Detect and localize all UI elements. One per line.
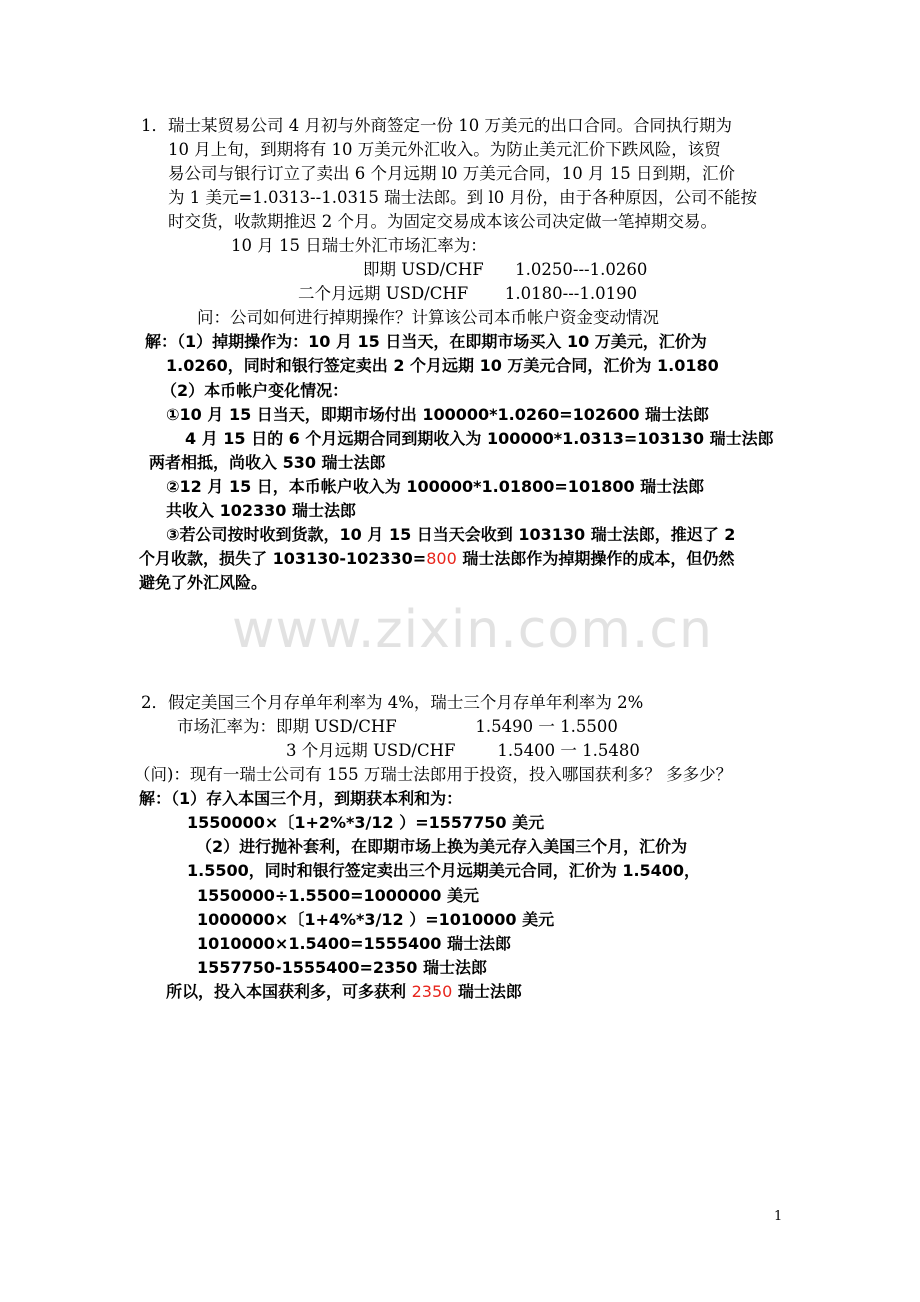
q1-answer-line-8: 共收入 102330 瑞士法郎 (166, 501, 356, 520)
q1-answer-text: 个月收款，损失了 103130-102330= (139, 549, 427, 568)
q1-answer-line-3: （2）本币帐户变化情况： (161, 381, 349, 400)
q1-spot-rate: 即期 USD/CHF 1.0250---1.0260 (363, 260, 648, 279)
q2-answer-line-4: 1.5500，同时和银行签定卖出三个月远期美元合同，汇价为 1.5400， (187, 861, 701, 880)
q1-rate-heading: 10 月 15 日瑞士外汇市场汇率为： (231, 236, 487, 255)
q1-answer-line-10 (139, 547, 734, 571)
q1-forward-rate: 二个月远期 USD/CHF 1.0180---1.0190 (298, 284, 638, 303)
q1-answer-line-2: 1.0260，同时和银行签定卖出 2 个月远期 10 万美元合同，汇价为 1.0180 (166, 356, 719, 375)
q2-answer-line-1: 解：（1）存入本国三个月，到期获本利和为： (139, 789, 463, 808)
q2-profit-highlight: 2350 (411, 982, 453, 1001)
q1-line-2: 10 月上旬，到期将有 10 万美元外汇收入。为防止美元汇价下跌风险，该贸 (168, 140, 721, 159)
q1-line-3: 易公司与银行订立了卖出 6 个月远期 l0 万美元合同，10 月 15 日到期，汇价 (168, 164, 735, 183)
q2-conclusion (166, 980, 522, 1004)
q2-answer-line-8: 1557750-1555400=2350 瑞士法郎 (197, 958, 488, 977)
q2-answer-line-5: 1550000÷1.5500=1000000 美元 (197, 886, 479, 905)
q1-cost-highlight: 800 (426, 549, 457, 568)
q2-question: （问)：现有一瑞士公司有 155 万瑞士法郎用于投资，投入哪国获利多？ 多多少？ (134, 765, 733, 784)
q1-answer-line-4: ①10 月 15 日当天，即期市场付出 100000*1.0260=102600 瑞士法郎 (166, 405, 710, 424)
q2-line-1: 2．假定美国三个月存单年利率为 4%，瑞士三个月存单年利率为 2% (141, 693, 644, 712)
q2-answer-line-6: 1000000×〔1+4%*3/12 ）=1010000 美元 (197, 910, 555, 929)
q2-conclusion-text-end: 瑞士法郎 (452, 982, 522, 1001)
q2-answer-line-2: 1550000×〔1+2%*3/12 ）=1557750 美元 (187, 813, 545, 832)
q2-market-rate: 市场汇率为：即期 USD/CHF 1.5490 一 1.5500 (177, 717, 618, 736)
q2-forward-rate: 3 个月远期 USD/CHF 1.5400 一 1.5480 (286, 741, 640, 760)
q2-answer-line-7: 1010000×1.5400=1555400 瑞士法郎 (197, 934, 511, 953)
q1-answer-line-1: 解：（1）掉期操作为：10 月 15 日当天，在即期市场买入 10 万美元，汇价为 (145, 332, 707, 351)
q1-answer-line-9: ③若公司按时收到货款，10 月 15 日当天会收到 103130 瑞士法郎，推迟了 2 (166, 525, 736, 544)
q1-line-4: 为 1 美元=1.0313--1.0315 瑞士法郎。到 l0 月份，由于各种原因，公司不能按 (168, 188, 757, 207)
q1-answer-line-6: 两者相抵，尚收入 530 瑞士法郎 (149, 453, 386, 472)
page-number: 1 (774, 1209, 783, 1224)
q1-answer-line-11: 避免了外汇风险。 (139, 573, 268, 592)
q2-answer-line-3: （2）进行抛补套利，在即期市场上换为美元存入美国三个月，汇价为 (196, 837, 688, 856)
q1-answer-line-5: 4 月 15 日的 6 个月远期合同到期收入为 100000*1.0313=103130 瑞士法郎 (185, 429, 774, 448)
q1-line-5: 时交货，收款期推迟 2 个月。为固定交易成本该公司决定做一笔掉期交易。 (168, 212, 717, 231)
q1-question: 问：公司如何进行掉期操作？计算该公司本币帐户资金变动情况 (197, 308, 659, 327)
q1-answer-text-end: 瑞士法郎作为掉期操作的成本，但仍然 (456, 549, 735, 568)
watermark: www.zixin.com.cn (232, 600, 713, 660)
q2-conclusion-text: 所以，投入本国获利多，可多获利 (166, 982, 412, 1001)
q1-answer-line-7: ②12 月 15 日，本币帐户收入为 100000*1.01800=101800 瑞士法郎 (166, 477, 705, 496)
q1-line-1: 1．瑞士某贸易公司 4 月初与外商签定一份 10 万美元的出口合同。合同执行期为 (141, 116, 732, 135)
